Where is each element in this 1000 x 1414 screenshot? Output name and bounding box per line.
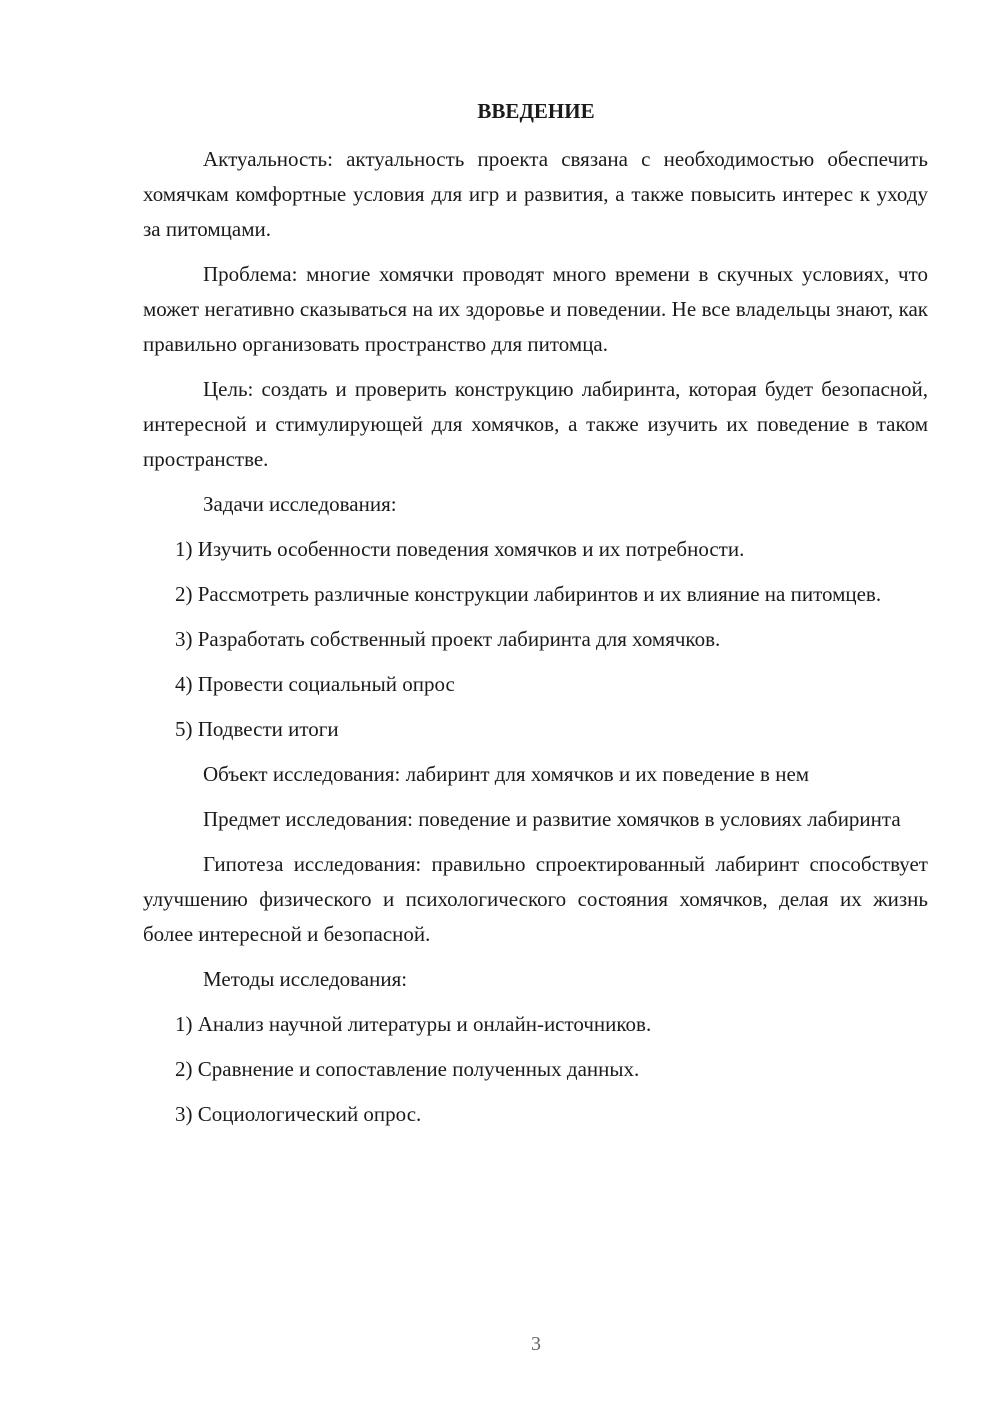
paragraph-goal: Цель: создать и проверить конструкцию лабиринта, которая будет безопасной, интересной и стимулирующей для хомячков, а также изучить их поведение в таком пространстве. [143, 377, 928, 471]
section-heading: ВВЕДЕНИЕ [477, 99, 595, 123]
paragraph-subject: Предмет исследования: поведение и развитие хомячков в условиях лабиринта [203, 807, 901, 831]
tasks-title: Задачи исследования: [203, 492, 397, 516]
paragraph-relevance: Актуальность: актуальность проекта связана с необходимостью обеспечить хомячкам комфортные условия для игр и развития, а также повысить интерес к уходу за питомцами. [143, 147, 928, 241]
method-item-1: 1) Анализ научной литературы и онлайн-источников. [175, 1012, 652, 1036]
method-item-2: 2) Сравнение и сопоставление полученных данных. [175, 1057, 640, 1081]
task-item-1: 1) Изучить особенности поведения хомячков и их потребности. [175, 537, 745, 561]
paragraph-hypothesis: Гипотеза исследования: правильно спроектированный лабиринт способствует улучшению физического и психологического состояния хомячков, делая их жизнь более интересной и безопасной. [143, 852, 928, 946]
methods-title: Методы исследования: [203, 967, 408, 991]
page-number: 3 [531, 1333, 541, 1355]
document-body [143, 142, 928, 1142]
paragraph-problem: Проблема: многие хомячки проводят много времени в скучных условиях, что может негативно сказываться на их здоровье и поведении. Не все владельцы знают, как правильно организовать пространство для питомца. [143, 262, 928, 356]
task-item-2: 2) Рассмотреть различные конструкции лабиринтов и их влияние на питомцев. [175, 582, 882, 606]
task-item-4: 4) Провести социальный опрос [175, 672, 455, 696]
paragraph-object: Объект исследования: лабиринт для хомячков и их поведение в нем [203, 762, 810, 786]
task-item-3: 3) Разработать собственный проект лабиринта для хомячков. [175, 627, 721, 651]
method-item-3: 3) Социологический опрос. [175, 1102, 422, 1126]
task-item-5: 5) Подвести итоги [175, 717, 339, 741]
